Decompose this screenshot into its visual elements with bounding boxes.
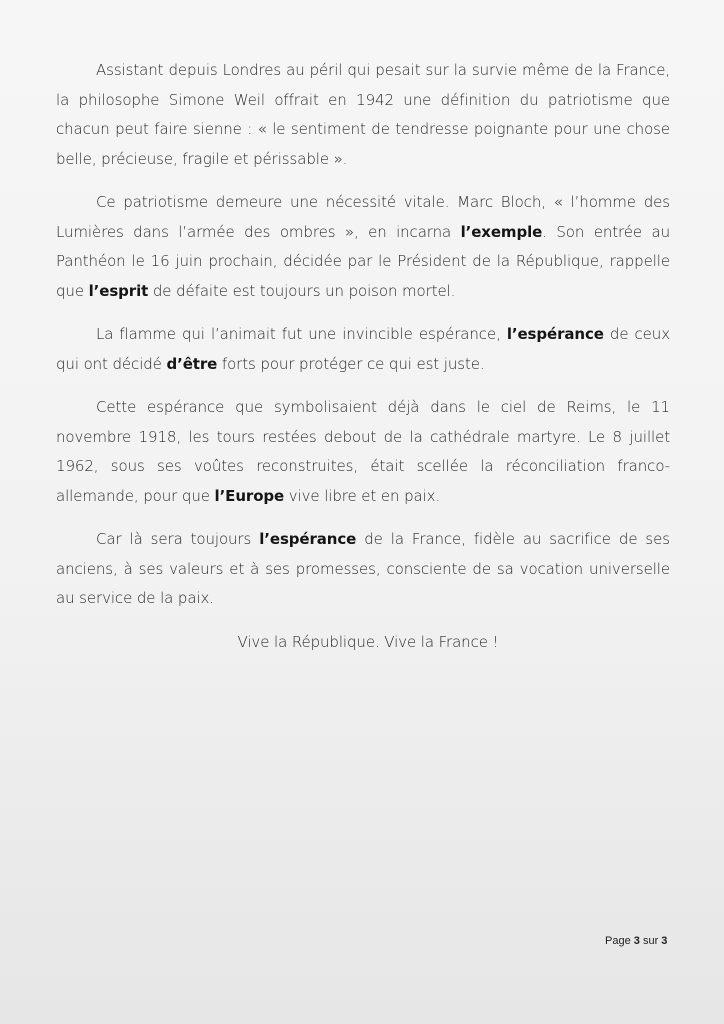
page-current: 3 <box>633 935 640 947</box>
text-run: de la France, fidèle au sacrifice de ses anciens, à ses valeurs et à ses promesses, consciente de sa vocation universelle au service de la paix. <box>56 530 670 607</box>
bold-term: d’être <box>166 354 218 373</box>
page-label: Page <box>605 935 631 947</box>
paragraph-1 <box>56 56 670 174</box>
text-run: La flamme qui l’animait fut une invincible espérance, <box>96 325 507 343</box>
bold-term: l’exemple <box>460 222 543 241</box>
paragraph-5 <box>56 525 670 614</box>
paragraph-2 <box>56 188 670 306</box>
text-run: . Son entrée au Panthéon le 16 juin prochain, décidée par le Président de la République, rappelle que <box>56 222 670 300</box>
document-body <box>56 56 670 657</box>
closing-line: Vive la République. Vive la France ! <box>237 632 499 651</box>
text-run: de ceux qui ont décidé <box>56 325 670 373</box>
paragraph-4 <box>56 393 670 511</box>
text-run: Assistant depuis Londres au péril qui pesait sur la survie même de la France, la philosophe Simone Weil offrait en 1942 une définition du patriotisme que chacun peut faire sienne : « le sentiment de tendresse poignante pour une chose belle, précieuse, fragile et périssable ». <box>56 61 670 168</box>
text-run: Ce patriotisme demeure une nécessité vitale. Marc Bloch, « l’homme des Lumières dans l’armée des ombres », en incarna <box>56 193 670 241</box>
text-run: Car là sera toujours <box>96 530 260 548</box>
page-total: 3 <box>661 935 668 947</box>
text-run: Cette espérance que symbolisaient déjà dans le ciel de Reims, le 11 novembre 1918, les tours restées debout de la cathédrale martyre. Le 8 juillet 1962, sous ses voûtes reconstruites, était scellée la réconciliation franco-allemande, pour que <box>56 398 670 505</box>
page-separator: sur <box>642 935 659 947</box>
paragraph-3 <box>56 320 670 379</box>
page-number <box>605 935 667 947</box>
text-run: de défaite est toujours un poison mortel. <box>148 281 456 300</box>
bold-term: l’esprit <box>88 281 149 300</box>
bold-term: l’espérance <box>506 325 604 343</box>
bold-term: l’Europe <box>214 486 285 505</box>
text-run: forts pour protéger ce qui est juste. <box>217 354 485 373</box>
bold-term: l’espérance <box>259 530 357 548</box>
text-run: vive libre et en paix. <box>284 486 441 505</box>
